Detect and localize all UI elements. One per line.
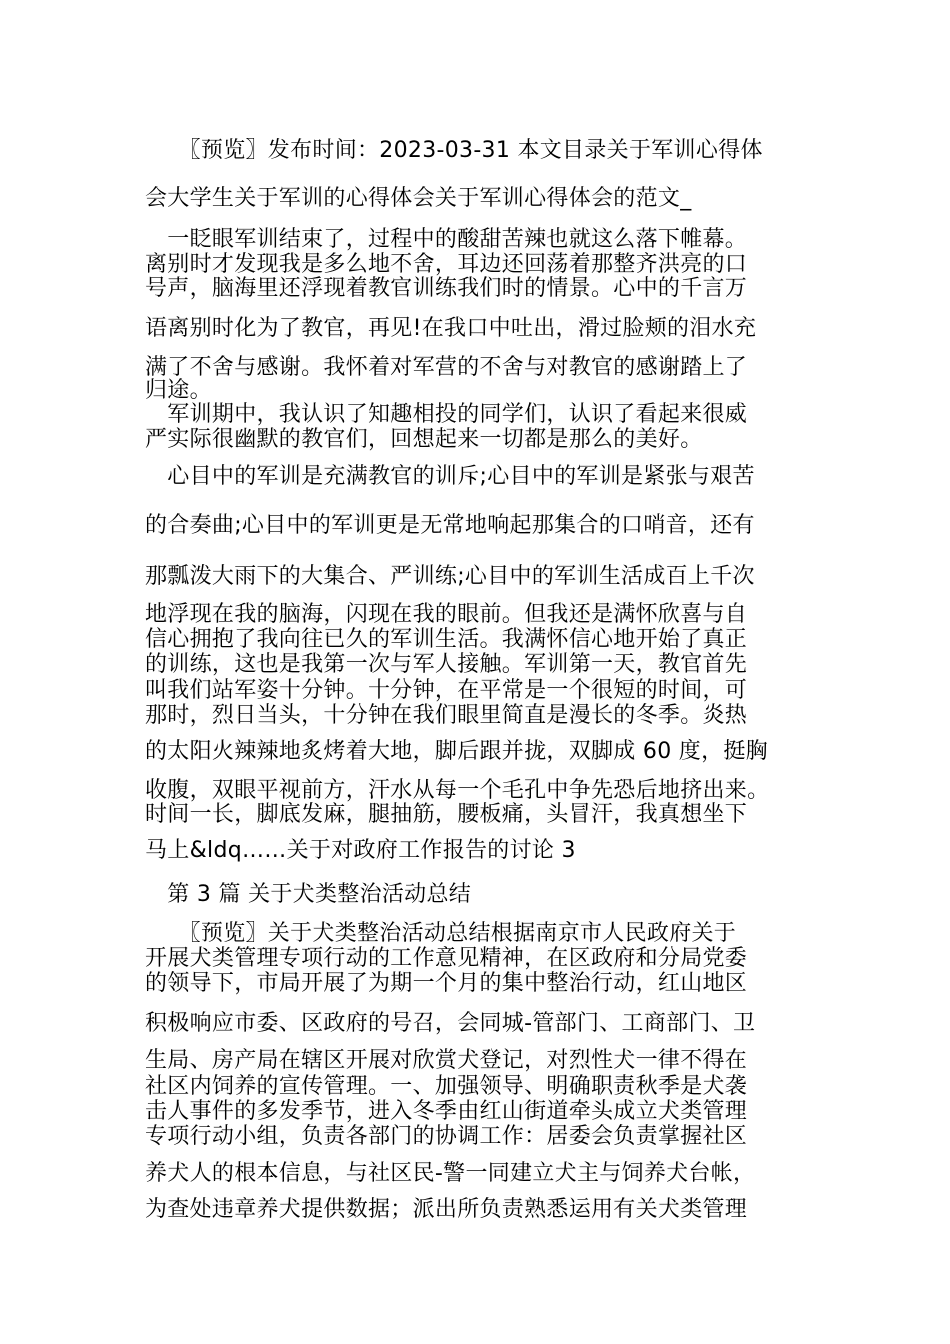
- text-line: 积极响应市委、区政府的号召，会同城-管部门、工商部门、卫: [145, 1011, 756, 1036]
- text-line: 〖预览〗发布时间：2023-03-31 本文目录关于军训心得体: [145, 138, 763, 163]
- text-line: 一眨眼军训结束了，过程中的酸甜苦辣也就这么落下帷幕。: [145, 227, 748, 252]
- text-line: 归途。: [145, 378, 212, 403]
- text-line: 叫我们站军姿十分钟。十分钟，在平常是一个很短的时间，可: [145, 678, 748, 703]
- text-line: 〖预览〗关于犬类整治活动总结根据南京市人民政府关于: [145, 921, 737, 946]
- text-line: 信心拥抱了我向往已久的军训生活。我满怀信心地开始了真正: [145, 627, 748, 652]
- text-line: 号声，脑海里还浮现着教官训练我们时的情景。心中的千言万: [145, 276, 748, 301]
- text-line: 严实际很幽默的教官们，回想起来一切都是那么的美好。: [145, 427, 703, 452]
- text-line: 马上&ldq……关于对政府工作报告的讨论 3: [145, 838, 576, 863]
- text-line: 养犬人的根本信息，与社区民-警一同建立犬主与饲养犬台帐，: [145, 1161, 756, 1186]
- text-line: 会大学生关于军训的心得体会关于军训心得体会的范文_: [145, 186, 692, 211]
- section-heading: 第 3 篇 关于犬类整治活动总结: [145, 882, 472, 907]
- text-line: 的训练，这也是我第一次与军人接触。军训第一天，教官首先: [145, 652, 748, 677]
- text-line: 那时，烈日当头，十分钟在我们眼里简直是漫长的冬季。炎热: [145, 703, 748, 728]
- text-line: 开展犬类管理专项行动的工作意见精神，在区政府和分局党委: [145, 946, 748, 971]
- text-line: 时间一长，脚底发麻，腿抽筋，腰板痛，头冒汗，我真想坐下: [145, 802, 748, 827]
- text-line: 心目中的军训是充满教官的训斥;心目中的军训是紧张与艰苦: [145, 464, 755, 489]
- text-line: 的太阳火辣辣地炙烤着大地，脚后跟并拢，双脚成 60 度，挺胸: [145, 739, 768, 764]
- text-line: 军训期中，我认识了知趣相投的同学们，认识了看起来很威: [145, 402, 748, 427]
- text-line: 的领导下，市局开展了为期一个月的集中整治行动，红山地区: [145, 971, 748, 996]
- text-line: 地浮现在我的脑海，闪现在我的眼前。但我还是满怀欣喜与自: [145, 602, 748, 627]
- text-line: 为查处违章养犬提供数据；派出所负责熟悉运用有关犬类管理: [145, 1197, 748, 1222]
- text-line: 生局、房产局在辖区开展对欣赏犬登记，对烈性犬一律不得在: [145, 1048, 748, 1073]
- text-line: 击人事件的多发季节，进入冬季由红山街道牵头成立犬类管理: [145, 1099, 748, 1124]
- text-line: 语离别时化为了教官，再见!在我口中吐出，滑过脸颊的泪水充: [145, 316, 757, 341]
- text-line: 社区内饲养的宣传管理。一、加强领导、明确职责秋季是犬袭: [145, 1074, 748, 1099]
- text-line: 收腹，双眼平视前方，汗水从每一个毛孔中争先恐后地挤出来。: [145, 778, 770, 803]
- text-line: 满了不舍与感谢。我怀着对军营的不舍与对教官的感谢踏上了: [145, 355, 748, 380]
- text-line: 那瓢泼大雨下的大集合、严训练;心目中的军训生活成百上千次: [145, 564, 755, 589]
- text-line: 的合奏曲;心目中的军训更是无常地响起那集合的口哨音，还有: [145, 513, 755, 538]
- text-line: 专项行动小组，负责各部门的协调工作：居委会负责掌握社区: [145, 1124, 748, 1149]
- text-line: 离别时才发现我是多么地不舍，耳边还回荡着那整齐洪亮的口: [145, 252, 748, 277]
